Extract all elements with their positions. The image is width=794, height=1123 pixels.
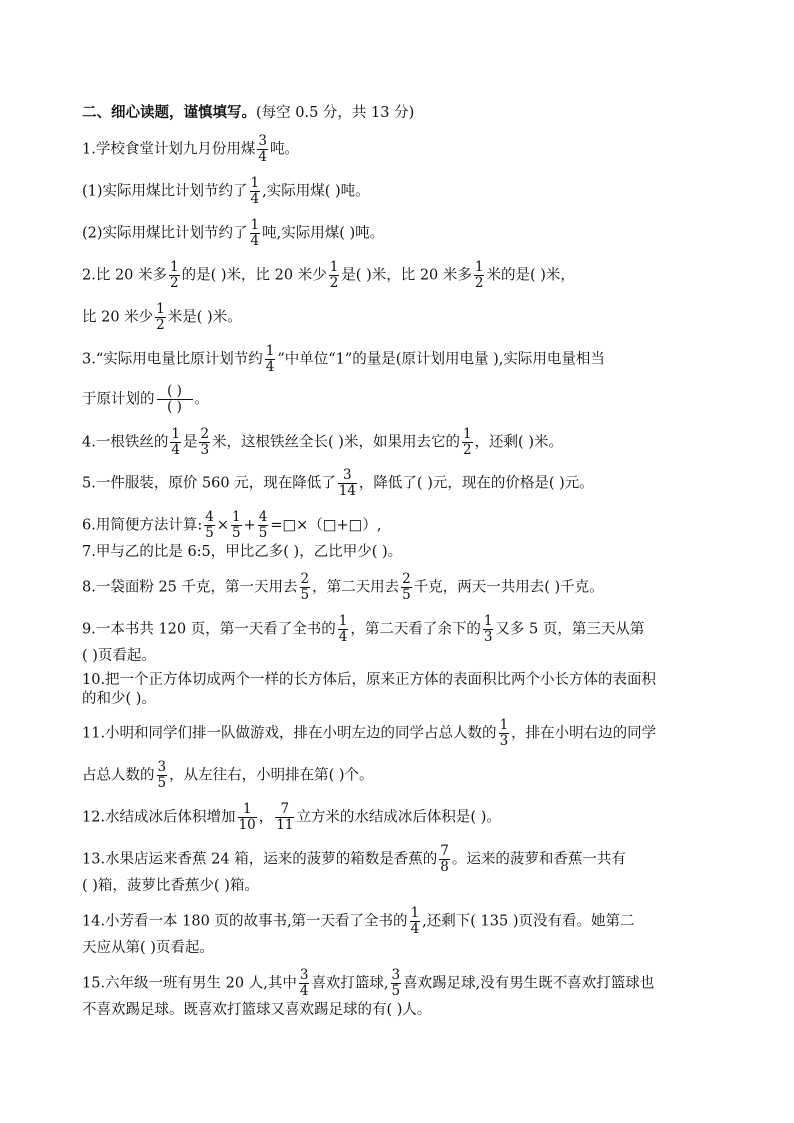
question-10: 10.把一个正方体切成两个一样的长方体后，原来正方体的表面积比两个小长方体的表面积 [82,672,657,688]
answer-blank-text[interactable]: 吨,实际用煤( )吨。 [262,225,385,242]
section-note: (每空 0.5 分，共 13 分) [256,105,415,121]
question-5: 5.一件服装，原价 560 元，现在降低了 $\frac{3}{14}$ ，降低了( )元，现在的价格是( )元。 [82,467,594,499]
question-14: 14.小芳看一本 180 页的故事书,第一天看了全书的 $\frac{1}{4}$ ,还剩下( 135 )页没有看。她第二 [82,905,635,937]
fraction: $\frac{1}{4}$ [171,426,180,458]
q1-stem: 1.学校食堂计划九月份用煤 [82,141,256,158]
fraction: $\frac{1}{3}$ [483,613,493,645]
question-4: 4.一根铁丝的 $\frac{1}{4}$ 是 $\frac{2}{3}$ 米，这根铁丝全长( )米，如果用去它的 $\frac{1}{2}$ ，还剩( )米。 [82,426,563,458]
fraction: $\frac{7}{11}$ [276,801,294,833]
question-11: 11.小明和同学们排一队做游戏，排在小明左边的同学占总人数的 $\frac{1}{3}$ ，排在小明右边的同学 [82,717,657,749]
fraction: $\frac{7}{8}$ [440,843,449,875]
fraction: $\frac{4}{5}$ [205,509,214,541]
question-15: 15.六年级一班有男生 20 人,其中 $\frac{3}{4}$ 喜欢打篮球, $\frac{3}{5}$ 喜欢踢足球,没有男生既不喜欢打篮球也 [82,967,655,999]
fraction: $\frac{1}{4}$ [410,905,420,937]
question-7[interactable]: 7.甲与乙的比是 6:5，甲比乙多( )，乙比甲少( )。 [82,544,403,560]
fraction: $\frac{3}{14}$ [338,467,356,499]
fraction: $\frac{1}{2}$ [156,301,165,333]
fraction: $\frac{1}{4}$ [250,175,260,207]
question-1-part-2: (2)实际用煤比计划节约了 $\frac{1}{4}$ 吨,实际用煤( )吨。 [82,217,385,249]
question-9-cont[interactable]: ( )页看起。 [82,648,156,664]
question-3-cont: 于原计划的 $\frac{( )}{( )}$ 。 [82,383,209,415]
fraction: $\frac{1}{10}$ [238,801,256,833]
fraction: $\frac{1}{4}$ [338,613,348,645]
fraction: $\frac{1}{3}$ [499,717,509,749]
section-heading [82,103,414,123]
question-10-cont[interactable]: 的和少( )。 [82,691,156,707]
fraction: $\frac{3}{4}$ [258,133,267,165]
question-2-cont: 比 20 米少 $\frac{1}{2}$ 米是( )米。 [82,301,242,333]
question-3: 3.“实际用电量比原计划节约 $\frac{1}{4}$ ”中单位“1”的量是(原计划用电量 ),实际用电量相当 [82,343,605,375]
question-1: 1.学校食堂计划九月份用煤 $\frac{3}{4}$ 吨。 [82,133,299,165]
fraction: $\frac{4}{5}$ [258,509,268,541]
question-2: 2.比 20 米多 $\frac{1}{2}$ 的是( )米，比 20 米少 $\frac{1}{2}$ 是( )米，比 20 米多 $\frac{1}{2}$ 米的是( )米， [82,259,575,291]
fraction: $\frac{1}{4}$ [250,217,260,249]
fraction: $\frac{1}{5}$ [231,509,241,541]
question-11-cont: 占总人数的 $\frac{3}{5}$ ，从左往右，小明排在第( )个。 [82,759,374,791]
fraction: $\frac{2}{5}$ [402,571,411,603]
question-6: 6.用简便方法计算: $\frac{4}{5}$ × $\frac{1}{5}$ + $\frac{4}{5}$ =□×（□+□）, [82,509,382,541]
answer-blank-text[interactable]: ,实际用煤( )吨。 [262,183,370,200]
fraction: $\frac{1}{2}$ [329,259,339,291]
question-12: 12.水结成冰后体积增加 $\frac{1}{10}$ ， $\frac{7}{11}$ 立方米的水结成冰后体积是( )。 [82,801,501,833]
fraction: $\frac{3}{4}$ [299,967,309,999]
fraction: $\frac{1}{2}$ [474,259,484,291]
fraction: $\frac{1}{2}$ [170,259,179,291]
question-14-cont[interactable]: 天应从第( )页看起。 [82,940,214,956]
fraction-blank[interactable]: $\frac{( )}{( )}$ [157,384,193,415]
question-8: 8.一袋面粉 25 千克，第一天用去 $\frac{2}{5}$ ，第二天用去 $\frac{2}{5}$ 千克，两天一共用去( )千克。 [82,571,604,603]
question-13: 13.水果店运来香蕉 24 箱，运来的菠萝的箱数是香蕉的 $\frac{7}{8}$ 。运来的菠萝和香蕉一共有 [82,843,626,875]
question-1-part-1: (1)实际用煤比计划节约了 $\frac{1}{4}$ ,实际用煤( )吨。 [82,175,370,207]
fraction: $\frac{3}{5}$ [391,967,401,999]
question-9: 9.一本书共 120 页，第一天看了全书的 $\frac{1}{4}$ ，第二天看了余下的 $\frac{1}{3}$ 又多 5 页，第三天从第 [82,613,645,645]
question-13-cont[interactable]: ( )箱，菠萝比香蕉少( )箱。 [82,878,259,894]
fraction: $\frac{1}{4}$ [265,343,275,375]
fraction: $\frac{1}{2}$ [462,426,472,458]
question-15-cont[interactable]: 不喜欢踢足球。既喜欢打篮球又喜欢踢足球的有( )人。 [82,1002,432,1018]
fraction: $\frac{2}{5}$ [300,571,310,603]
fraction: $\frac{3}{5}$ [157,759,167,791]
fraction: $\frac{2}{3}$ [200,426,210,458]
section-title: 二、细心读题，谨慎填写。 [82,104,256,121]
